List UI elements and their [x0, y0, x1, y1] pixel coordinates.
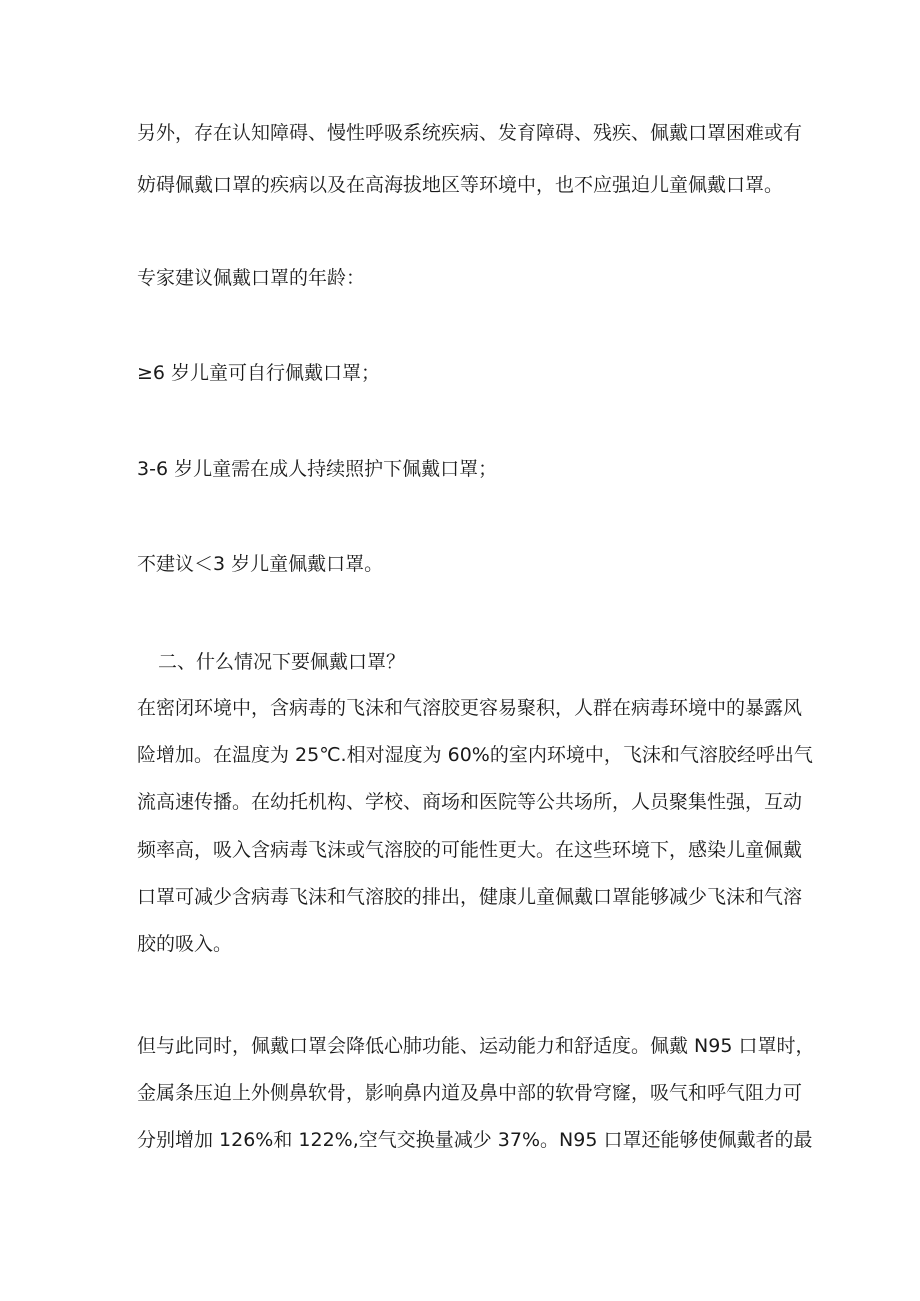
- age-item-3: 不建议＜3 岁儿童佩戴口罩。: [137, 553, 384, 575]
- age-item-2: 3-6 岁儿童需在成人持续照护下佩戴口罩；: [137, 458, 498, 480]
- para3-line-2: 险增加。在温度为 25℃.相对湿度为 60%的室内环境中，飞沫和气溶胶经呼出气: [137, 744, 813, 766]
- section-heading: 二、什么情况下要佩戴口罩？: [158, 651, 406, 673]
- age-item-1: ≥6 岁儿童可自行佩戴口罩；: [137, 362, 381, 384]
- para1-line-1: 另外，存在认知障碍、慢性呼吸系统疾病、发育障碍、残疾、佩戴口罩困难或有: [137, 122, 803, 144]
- para3-line-5: 口罩可减少含病毒飞沫和气溶胶的排出，健康儿童佩戴口罩能够减少飞沫和气溶: [137, 886, 803, 908]
- para3-line-4: 频率高，吸入含病毒飞沫或气溶胶的可能性更大。在这些环境下，感染儿童佩戴: [137, 839, 803, 861]
- para2-line: 专家建议佩戴口罩的年龄：: [137, 267, 366, 289]
- para4-line-1: 但与此同时，佩戴口罩会降低心肺功能、运动能力和舒适度。佩戴 N95 口罩时，: [137, 1035, 815, 1057]
- para4-line-2: 金属条压迫上外侧鼻软骨，影响鼻内道及鼻中部的软骨穹窿，吸气和呼气阻力可: [137, 1082, 803, 1104]
- para3-line-3: 流高速传播。在幼托机构、学校、商场和医院等公共场所，人员聚集性强，互动: [137, 791, 803, 813]
- para1-line-2: 妨碍佩戴口罩的疾病以及在高海拔地区等环境中，也不应强迫儿童佩戴口罩。: [137, 174, 784, 196]
- para3-line-6: 胶的吸入。: [137, 933, 233, 955]
- para3-line-1: 在密闭环境中，含病毒的飞沫和气溶胶更容易聚积，人群在病毒环境中的暴露风: [137, 697, 803, 719]
- para4-line-3: 分别增加 126%和 122%,空气交换量减少 37%。N95 口罩还能够使佩戴者的最: [137, 1129, 813, 1151]
